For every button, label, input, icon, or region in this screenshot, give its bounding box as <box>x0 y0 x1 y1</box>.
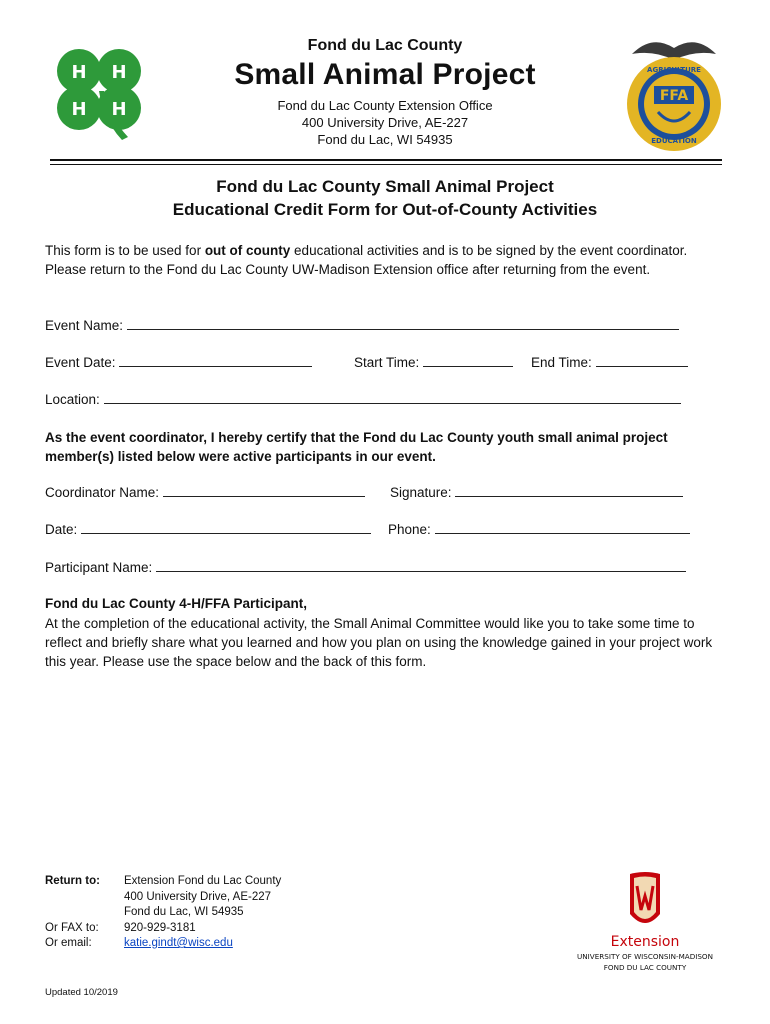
end-time-label: End Time: <box>531 355 592 370</box>
signature-label: Signature: <box>390 485 452 500</box>
return-fax: 920-929-3181 <box>124 921 196 934</box>
coordinator-label: Coordinator Name: <box>45 485 160 500</box>
certification-statement: As the event coordinator, I hereby certify that the Fond du Lac County youth small animal project member(s) listed below were active participants in our event. <box>45 430 668 464</box>
start-time-field[interactable] <box>423 353 513 367</box>
event-date-row <box>45 353 312 372</box>
header-rule-thin <box>50 164 722 165</box>
date-row <box>45 520 371 539</box>
svg-text:H: H <box>71 62 87 83</box>
page-title: Small Animal Project <box>234 58 536 91</box>
ffa-ring-bottom-text: EDUCATION <box>651 137 697 145</box>
header-rule-thick <box>50 159 722 161</box>
location-label: Location: <box>45 392 100 407</box>
participant-instructions: At the completion of the educational activity, the Small Animal Committee would like you to take some time to reflect and briefly share what you learned and how you plan on using the knowledge gained in your project work this year. Please use the space below and the back of this form. <box>45 616 713 669</box>
location-field[interactable] <box>104 390 681 404</box>
email-link[interactable]: katie.gindt@wisc.edu <box>124 937 233 949</box>
extension-university: UNIVERSITY OF WISCONSIN-MADISON <box>577 952 713 961</box>
intro-suffix: educational activities and is to be signed by the event coordinator. Please return to the Fond du Lac County UW-Madison Extension office after returning from the event. <box>45 243 688 277</box>
updated-date: Updated 10/2019 <box>45 987 118 998</box>
event-name-row <box>45 316 679 335</box>
return-to-label: Return to: <box>45 875 100 887</box>
fax-label: Or FAX to: <box>45 921 99 934</box>
end-time-row <box>531 353 688 372</box>
date-field[interactable] <box>81 520 371 534</box>
coordinator-row <box>45 483 365 502</box>
ffa-emblem-icon <box>622 34 726 156</box>
return-city: Fond du Lac, WI 54935 <box>124 906 244 918</box>
svg-text:H: H <box>111 99 127 120</box>
end-time-field[interactable] <box>596 353 688 367</box>
office-name: Fond du Lac County Extension Office <box>277 98 493 113</box>
start-time-label: Start Time: <box>354 355 420 370</box>
return-details <box>124 874 281 952</box>
extension-county: FOND DU LAC COUNTY <box>603 963 687 972</box>
extension-name: Extension <box>610 934 680 950</box>
intro-prefix: This form is to be used for <box>45 243 205 258</box>
ffa-text: FFA <box>659 88 689 104</box>
participant-field[interactable] <box>156 558 686 572</box>
return-street: 400 University Drive, AE-227 <box>124 890 272 903</box>
signature-field[interactable] <box>455 483 683 497</box>
event-name-label: Event Name: <box>45 318 124 333</box>
form-title-line2: Educational Credit Form for Out-of-County Activities <box>172 200 598 219</box>
ffa-ring-top-text: AGRICULTURE <box>647 66 701 74</box>
participant-label: Participant Name: <box>45 560 153 575</box>
event-date-field[interactable] <box>119 353 312 367</box>
phone-field[interactable] <box>435 520 690 534</box>
signature-row <box>390 483 683 502</box>
participant-heading: Fond du Lac County 4-H/FFA Participant, <box>45 596 308 611</box>
event-date-label: Event Date: <box>45 355 116 370</box>
coordinator-field[interactable] <box>163 483 365 497</box>
intro-emphasis: out of county <box>204 243 291 258</box>
email-label: Or email: <box>45 937 92 949</box>
svg-text:H: H <box>111 62 127 83</box>
intro-paragraph <box>45 241 725 279</box>
county-heading: Fond du Lac County <box>307 37 463 54</box>
phone-row <box>388 520 690 539</box>
office-address-line1: 400 University Drive, AE-227 <box>301 115 469 130</box>
form-title-line1: Fond du Lac County Small Animal Project <box>216 177 554 196</box>
start-time-row <box>354 353 513 372</box>
return-org: Extension Fond du Lac County <box>124 875 282 887</box>
participant-row <box>45 558 686 577</box>
event-name-field[interactable] <box>127 316 679 330</box>
uw-extension-logo <box>560 870 730 975</box>
date-label: Date: <box>45 522 78 537</box>
svg-text:H: H <box>71 99 87 120</box>
return-labels <box>45 874 100 952</box>
uw-crest-icon <box>630 872 660 923</box>
phone-label: Phone: <box>388 522 431 537</box>
office-address-line2: Fond du Lac, WI 54935 <box>317 132 453 147</box>
location-row <box>45 390 681 409</box>
